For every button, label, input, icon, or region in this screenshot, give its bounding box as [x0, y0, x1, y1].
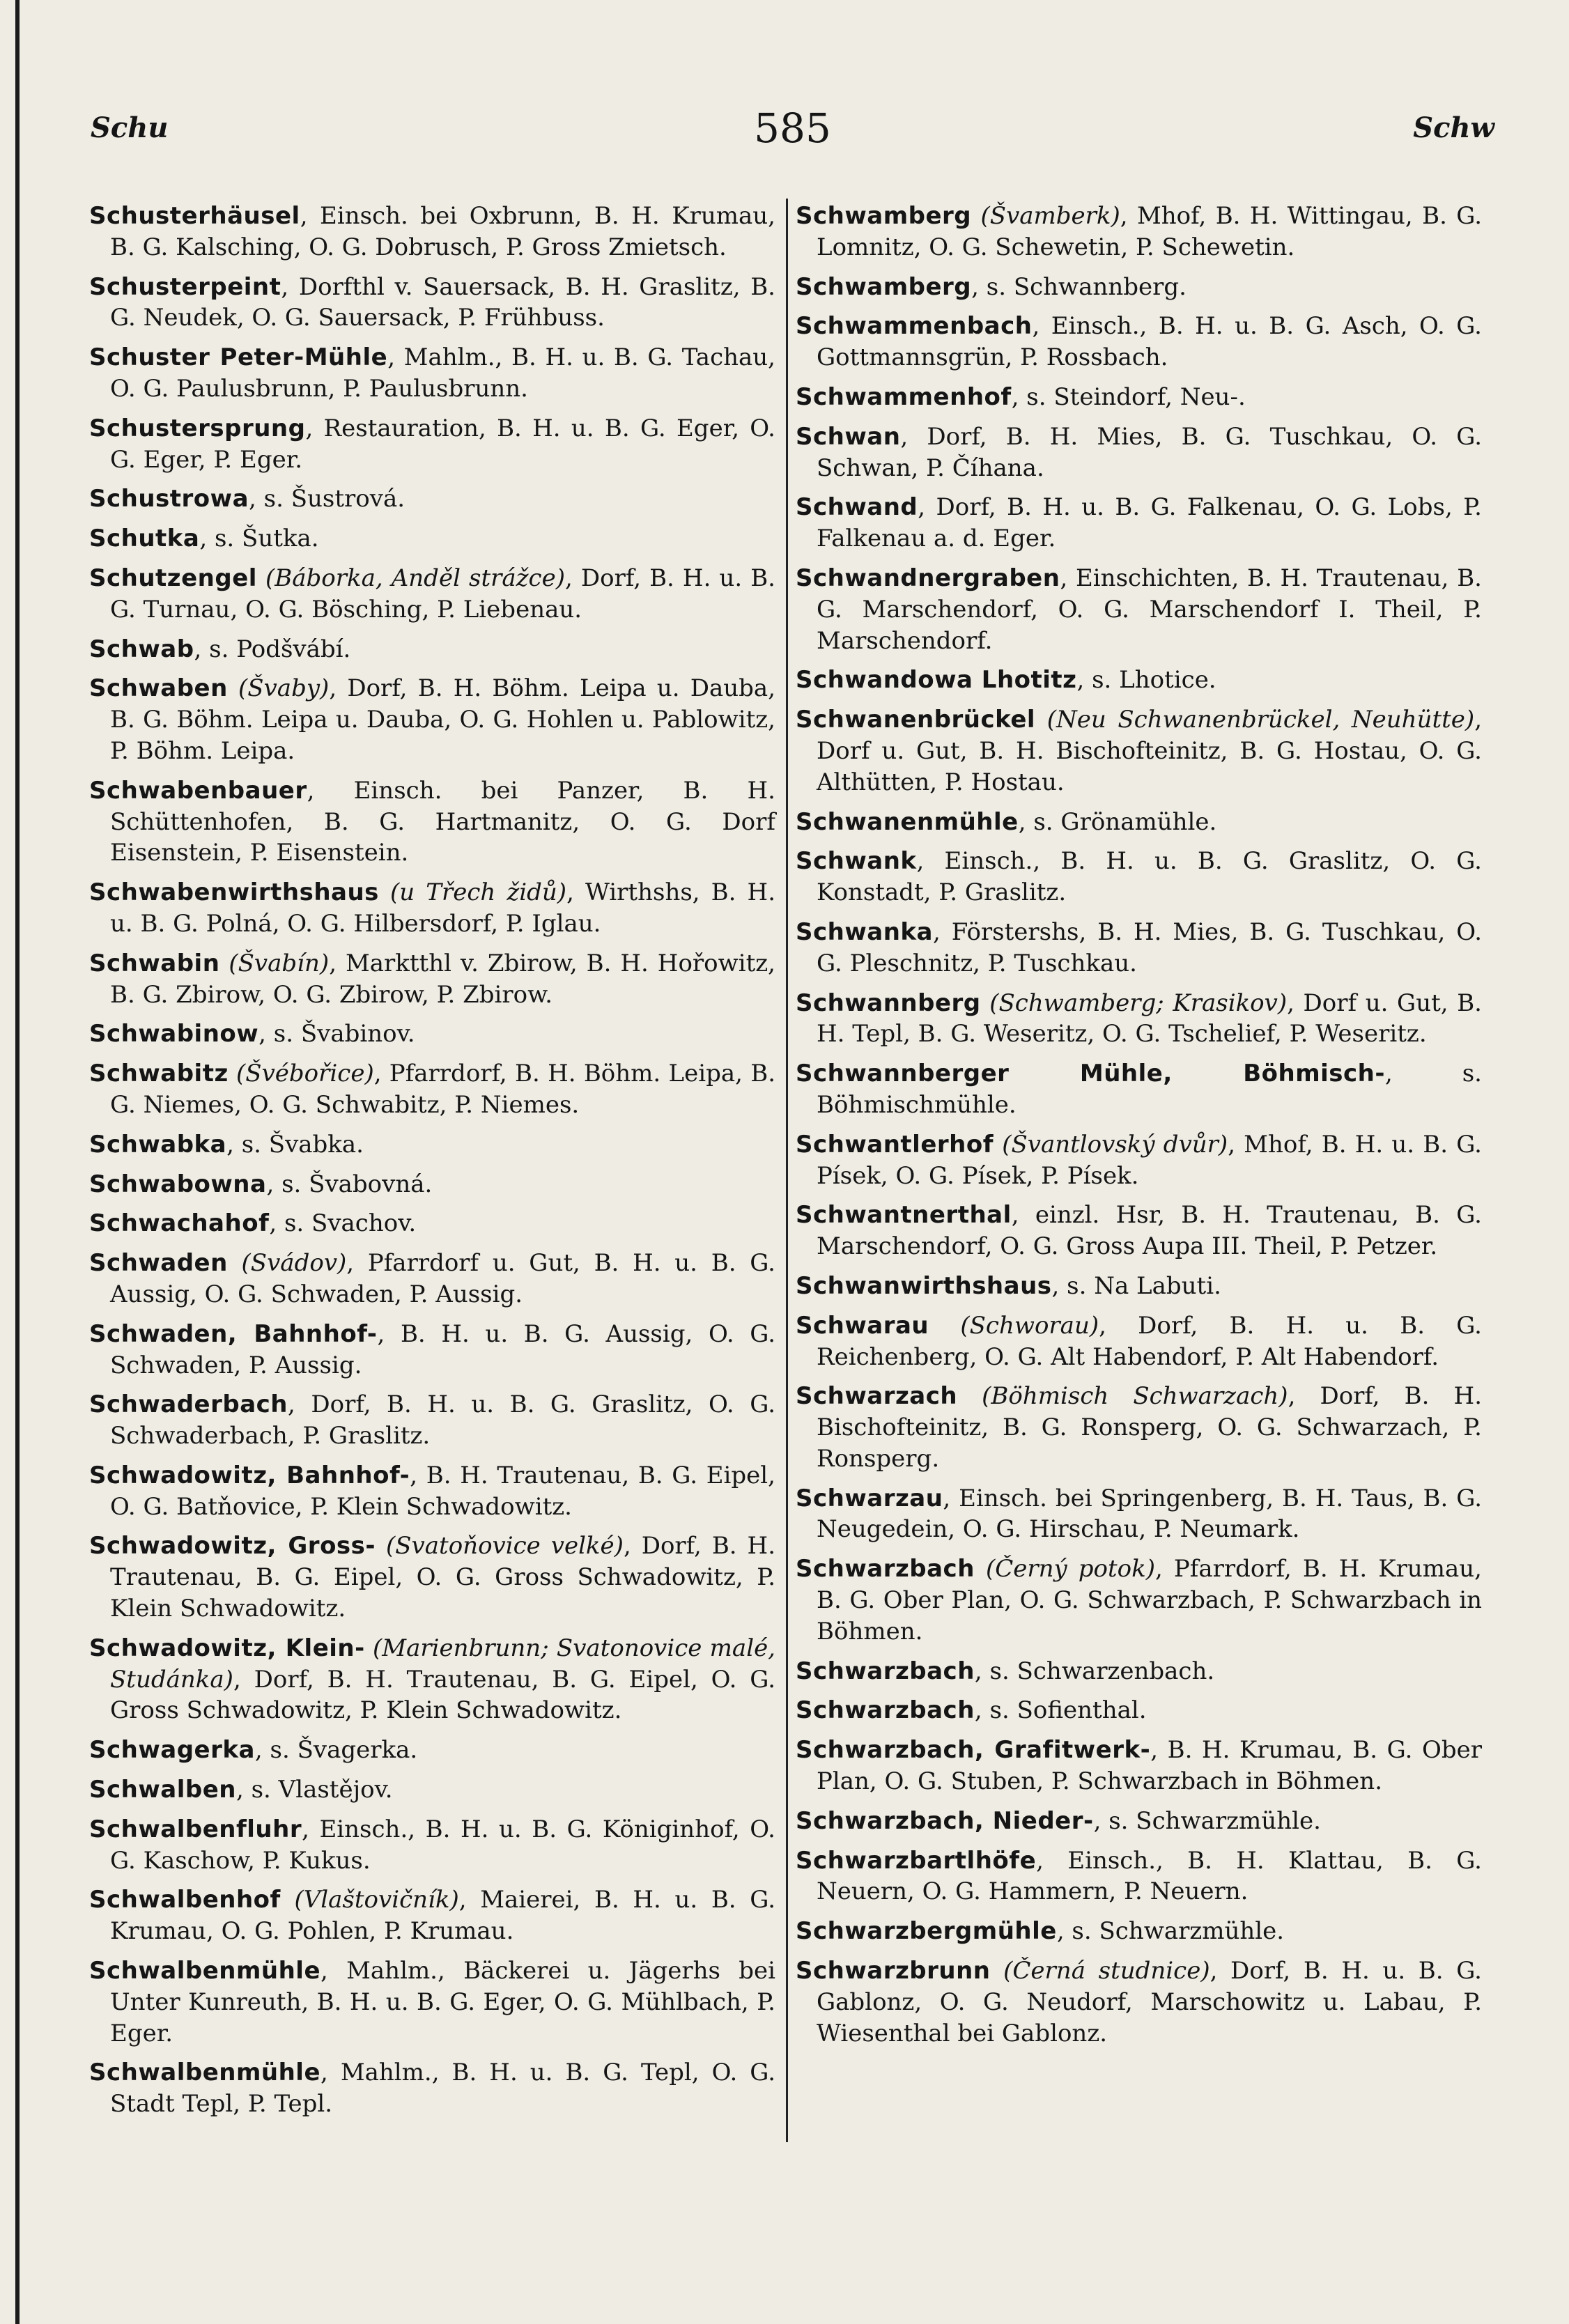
entry-text: , Dorf, B. H. Bischofteinitz, B. G. Ronsperg, O. G. Schwarzach, P. Ronsperg. [817, 1382, 1482, 1473]
gazetteer-entry [89, 1319, 775, 1381]
entry-text: , s. Podšvábí. [194, 635, 351, 663]
entry-headword: Schwanka [796, 917, 933, 946]
entry-headword: Schwanenbrückel [796, 706, 1036, 734]
gazetteer-entry [796, 563, 1482, 656]
entry-alternate-name: (Švébořice) [236, 1060, 374, 1088]
entry-headword: Schwantlerhof [796, 1130, 994, 1159]
entry-text: , Dorf, B. H. u. B. G. Reichenberg, O. G. Alt Habendorf, P. Alt Habendorf. [817, 1311, 1482, 1371]
gazetteer-entry [89, 563, 775, 626]
entry-alternate-name: (Svatoňovice velké) [386, 1532, 624, 1560]
gazetteer-entry [796, 665, 1482, 696]
gazetteer-entry [89, 1955, 775, 2049]
entry-text: , s. Švagerka. [254, 1736, 418, 1765]
entry-text: , B. H. Krumau, B. G. Ober Plan, O. G. Stuben, P. Schwarzbach in Böhmen. [817, 1736, 1483, 1796]
entry-text: , Wirthshs, B. H. u. B. G. Polná, O. G. Hilbersdorf, P. Iglau. [110, 878, 776, 938]
entry-text: , Dorf, B. H. Trautenau, B. G. Eipel, O. G. Gross Schwadowitz, P. Klein Schwadowitz. [110, 1532, 776, 1623]
gazetteer-entry [89, 1058, 775, 1121]
right-column [796, 201, 1482, 2057]
left-column [89, 201, 775, 2128]
entry-headword: Schwanwirthshaus [796, 1271, 1052, 1300]
entry-headword: Schwaben [89, 674, 228, 703]
gazetteer-entry [89, 673, 775, 766]
entry-text: , s. Svachov. [269, 1209, 417, 1238]
gazetteer-entry [89, 1018, 775, 1050]
entry-text: , Dorf, B. H. Mies, B. G. Tuschkau, O. G. Schwan, P. Číhana. [817, 422, 1482, 482]
gazetteer-entry [796, 1806, 1482, 1837]
entry-text: , Mhof, B. H. Wittingau, B. G. Lomnitz, O. G. Schewetin, P. Schewetin. [817, 202, 1483, 261]
gazetteer-entry [796, 807, 1482, 838]
entry-alternate-name: (Schwamberg; Krasikov) [989, 989, 1288, 1017]
gazetteer-entry [89, 1884, 775, 1947]
entry-headword: Schwarzbach [796, 1696, 975, 1725]
entry-text: , s. Grönamühle. [1018, 807, 1217, 836]
entry-headword: Schwalbenmühle [89, 2059, 321, 2087]
gazetteer-entry [89, 1169, 775, 1200]
entry-headword: Schwarzach [796, 1382, 958, 1411]
entry-headword: Schutzengel [89, 564, 257, 592]
entry-headword: Schwandnergraben [796, 564, 1060, 592]
gazetteer-entry [796, 1695, 1482, 1726]
gazetteer-entry [796, 704, 1482, 798]
gazetteer-entry [89, 272, 775, 334]
gazetteer-entry [89, 1814, 775, 1877]
entry-alternate-name: (Marienbrunn; Svatonovice malé, Studánka) [110, 1634, 775, 1694]
entry-alternate-name: (Neu Schwanenbrückel, Neuhütte) [1046, 706, 1475, 734]
gazetteer-entry [796, 1483, 1482, 1546]
entry-text: , Dorf u. Gut, B. H. Bischofteinitz, B. G. Hostau, O. G. Althütten, P. Hostau. [817, 706, 1482, 796]
entry-headword: Schwarzbach [796, 1555, 975, 1583]
entry-headword: Schwadowitz, Bahnhof- [89, 1461, 410, 1489]
entry-headword: Schwarzbrunn [796, 1957, 991, 1985]
entry-headword: Schuster Peter-Mühle [89, 343, 388, 372]
entry-alternate-name: (Švabín) [229, 949, 330, 977]
entry-headword: Schwan [796, 422, 901, 451]
entry-text: , s. Šutka. [199, 525, 319, 553]
entry-headword: Schwabka [89, 1130, 227, 1159]
gazetteer-entry [89, 201, 775, 263]
entry-text: , s. Sofienthal. [974, 1696, 1147, 1725]
gazetteer-entry [89, 634, 775, 665]
gazetteer-entry [796, 272, 1482, 303]
entry-text: , s. Lhotice. [1076, 666, 1216, 695]
gazetteer-entry [796, 917, 1482, 979]
gazetteer-entry [796, 846, 1482, 908]
entry-headword: Schwarzbach, Nieder- [796, 1806, 1094, 1835]
entry-text: , einzl. Hsr, B. H. Trautenau, B. G. Marschendorf, O. G. Gross Aupa III. Theil, P. Petzer. [817, 1201, 1482, 1261]
entry-text: , Pfarrdorf, B. H. Böhm. Leipa, B. G. Niemes, O. G. Schwabitz, P. Niemes. [110, 1060, 776, 1119]
entry-alternate-name: (Báborka, Anděl strážce) [265, 564, 565, 592]
entry-text: , Förstershs, B. H. Mies, B. G. Tuschkau, O. G. Pleschnitz, P. Tuschkau. [817, 917, 1482, 977]
gazetteer-entry [796, 1058, 1482, 1121]
gazetteer-entry [796, 1554, 1482, 1647]
gazetteer-entry [89, 1460, 775, 1523]
entry-text: , s. Böhmischmühle. [817, 1060, 1482, 1119]
gazetteer-entry [89, 1389, 775, 1452]
entry-headword: Schwammenhof [796, 382, 1012, 411]
entry-text: , s. Švabka. [226, 1130, 364, 1159]
entry-headword: Schwalbenmühle [89, 1957, 321, 1985]
gazetteer-entry [796, 1381, 1482, 1474]
entry-text: , Marktthl v. Zbirow, B. H. Hořowitz, B. G. Zbirow, O. G. Zbirow, P. Zbirow. [110, 949, 775, 1009]
entry-alternate-name: (Böhmisch Schwarzach) [982, 1382, 1288, 1411]
gazetteer-entry [796, 1310, 1482, 1373]
entry-headword: Schwamberg [796, 272, 972, 301]
gazetteer-entry [89, 2057, 775, 2120]
entry-text: , s. Švabovná. [266, 1170, 433, 1198]
entry-headword: Schwand [796, 493, 918, 522]
entry-text: , s. Na Labuti. [1051, 1271, 1221, 1300]
entry-text: , Mhof, B. H. u. B. G. Písek, O. G. Písek, P. Písek. [817, 1130, 1482, 1190]
entry-text: , Dorf, B. H. u. B. G. Falkenau, O. G. Lobs, P. Falkenau a. d. Eger. [817, 493, 1482, 553]
entry-headword: Schwabinow [89, 1020, 259, 1048]
gazetteer-entry [796, 1271, 1482, 1302]
gazetteer-entry [89, 877, 775, 940]
entry-alternate-name: (Černý potok) [985, 1555, 1156, 1583]
gazetteer-entry [89, 1248, 775, 1310]
entry-headword: Schwabitz [89, 1060, 229, 1088]
entry-headword: Schwadowitz, Klein- [89, 1634, 365, 1662]
gazetteer-entry [89, 342, 775, 405]
entry-text: , Dorf, B. H. Böhm. Leipa u. Dauba, B. G. Böhm. Leipa u. Dauba, O. G. Hohlen u. Pablowitz, P. Böhm. Leipa. [110, 674, 776, 765]
entry-text: , Einsch., B. H. Klattau, B. G. Neuern, O. G. Hammern, P. Neuern. [817, 1846, 1482, 1906]
gazetteer-entry [796, 421, 1482, 484]
entry-headword: Schusterpeint [89, 272, 281, 301]
entry-headword: Schwalben [89, 1776, 236, 1804]
gazetteer-entry [89, 948, 775, 1011]
entry-headword: Schwarzbach, Grafitwerk- [796, 1736, 1151, 1765]
gazetteer-entry [89, 523, 775, 555]
entry-headword: Schwalbenhof [89, 1886, 281, 1914]
gazetteer-entry [89, 1208, 775, 1239]
gazetteer-entry [796, 492, 1482, 555]
entry-text: , Einsch., B. H. u. B. G. Graslitz, O. G. Konstadt, P. Graslitz. [817, 847, 1482, 907]
entry-alternate-name: (Švantlovský dvůr) [1002, 1130, 1228, 1159]
gazetteer-entry [89, 1531, 775, 1624]
entry-text: , Einsch. bei Panzer, B. H. Schüttenhofen, B. G. Hartmanitz, O. G. Dorf Eisenstein, P. Eisenstein. [110, 776, 775, 867]
entry-alternate-name: (Černá studnice) [1003, 1957, 1210, 1985]
entry-headword: Schwanenmühle [796, 807, 1019, 836]
entry-text: , Restauration, B. H. u. B. G. Eger, O. G. Eger, P. Eger. [110, 414, 775, 474]
entry-text: , Mahlm., Bäckerei u. Jägerhs bei Unter Kunreuth, B. H. u. B. G. Eger, O. G. Mühlbach, P. Eger. [110, 1957, 775, 2047]
page-header [84, 104, 1501, 167]
gazetteer-entry [796, 1129, 1482, 1192]
entry-headword: Schwamberg [796, 202, 972, 230]
entry-text: , B. H. Trautenau, B. G. Eipel, O. G. Batňovice, P. Klein Schwadowitz. [110, 1461, 775, 1521]
gazetteer-entry [89, 1735, 775, 1766]
gazetteer-entry [796, 1916, 1482, 1947]
entry-text: , Dorf, B. H. Trautenau, B. G. Eipel, O. G. Gross Schwadowitz, P. Klein Schwadowitz. [110, 1665, 775, 1725]
entry-text: , s. Steindorf, Neu-. [1011, 382, 1246, 411]
entry-headword: Schwannberg [796, 989, 981, 1017]
entry-text: , s. Vlastějov. [235, 1776, 393, 1804]
entry-headword: Schwarzbergmühle [796, 1917, 1057, 1946]
gazetteer-entry [796, 201, 1482, 263]
entry-text: , Pfarrdorf, B. H. Krumau, B. G. Ober Plan, O. G. Schwarzbach, P. Schwarzbach in Böhmen. [817, 1555, 1482, 1645]
entry-alternate-name: (u Třech židů) [390, 878, 567, 907]
entry-headword: Schwabenwirthshaus [89, 878, 379, 907]
entry-headword: Schwantnerthal [796, 1201, 1012, 1230]
gazetteer-entry [796, 382, 1482, 413]
entry-text: , s. Schwarzmühle. [1093, 1806, 1321, 1835]
gazetteer-entry [89, 413, 775, 476]
entry-headword: Schwalbenfluhr [89, 1815, 302, 1843]
gazetteer-entry [89, 775, 775, 869]
entry-headword: Schwaderbach [89, 1390, 288, 1419]
entry-text: , Einsch. bei Oxbrunn, B. H. Krumau, B. G. Kalsching, O. G. Dobrusch, P. Gross Zmietsch. [110, 202, 775, 261]
gazetteer-entry [796, 1955, 1482, 2049]
entry-text: , Einsch. bei Springenberg, B. H. Taus, B. G. Neugedein, O. G. Hirschau, P. Neumark. [817, 1484, 1482, 1544]
gazetteer-entry [796, 311, 1482, 373]
entry-headword: Schwabin [89, 949, 220, 977]
entry-alternate-name: (Svádov) [241, 1249, 347, 1278]
entry-text: , Einsch., B. H. u. B. G. Königinhof, O. G. Kaschow, P. Kukus. [110, 1815, 775, 1875]
entry-text: , s. Šustrová. [249, 485, 405, 513]
entry-text: , Pfarrdorf u. Gut, B. H. u. B. G. Aussig, O. G. Schwaden, P. Aussig. [110, 1249, 775, 1308]
running-head-left: Schu [91, 111, 169, 144]
entry-text: , Dorf, B. H. u. B. G. Gablonz, O. G. Neudorf, Marschowitz u. Labau, P. Wiesenthal bei Gablonz. [817, 1957, 1482, 2047]
entry-text: , B. H. u. B. G. Aussig, O. G. Schwaden, P. Aussig. [110, 1319, 776, 1379]
entry-alternate-name: (Švaby) [238, 674, 330, 703]
entry-text: , Mahlm., B. H. u. B. G. Tachau, O. G. Paulusbrunn, P. Paulusbrunn. [110, 343, 775, 403]
entry-text: , s. Švabinov. [258, 1020, 415, 1048]
entry-text: , s. Schwarzenbach. [974, 1657, 1215, 1685]
entry-text: , Dorf, B. H. u. B. G. Graslitz, O. G. Schwaderbach, P. Graslitz. [110, 1390, 775, 1450]
entry-text: , Dorfthl v. Sauersack, B. H. Graslitz, B. G. Neudek, O. G. Sauersack, P. Frühbuss. [110, 272, 775, 332]
entry-headword: Schwammenbach [796, 312, 1033, 341]
gazetteer-entry [796, 988, 1482, 1051]
entry-headword: Schwank [796, 847, 917, 876]
entry-headword: Schwaden [89, 1249, 228, 1278]
binding-edge [15, 0, 20, 2324]
entry-headword: Schwarzbartlhöfe [796, 1846, 1037, 1875]
entry-headword: Schwaden, Bahnhof- [89, 1319, 378, 1348]
column-divider [786, 199, 788, 2142]
entry-headword: Schusterhäusel [89, 202, 300, 230]
entry-text: , Mahlm., B. H. u. B. G. Tepl, O. G. Stadt Tepl, P. Tepl. [110, 2059, 775, 2118]
entry-text: , Maierei, B. H. u. B. G. Krumau, O. G. Pohlen, P. Krumau. [110, 1886, 776, 1946]
entry-headword: Schutka [89, 525, 200, 553]
entry-headword: Schwarau [796, 1311, 929, 1340]
gazetteer-entry [796, 1735, 1482, 1797]
entry-headword: Schustersprung [89, 414, 306, 442]
running-head-right: Schw [1413, 111, 1494, 144]
entry-headword: Schwabowna [89, 1170, 267, 1198]
gazetteer-entry [796, 1656, 1482, 1687]
entry-headword: Schwarzau [796, 1484, 943, 1512]
entry-text: , Einschichten, B. H. Trautenau, B. G. Marschendorf, O. G. Marschendorf I. Theil, P. Marschendorf. [817, 564, 1482, 655]
entry-headword: Schwabenbauer [89, 776, 307, 805]
entry-headword: Schustrowa [89, 485, 249, 513]
entry-alternate-name: (Schworau) [960, 1311, 1099, 1340]
entry-headword: Schwarzbach [796, 1657, 975, 1685]
entry-alternate-name: (Vlaštovičník) [294, 1886, 459, 1914]
entry-text: , s. Schwannberg. [971, 272, 1187, 301]
entry-text: , Einsch., B. H. u. B. G. Asch, O. G. Gottmannsgrün, P. Rossbach. [817, 312, 1482, 372]
gazetteer-entry [89, 1774, 775, 1806]
entry-headword: Schwachahof [89, 1209, 270, 1238]
gazetteer-entry [796, 1845, 1482, 1908]
gazetteer-entry [89, 1129, 775, 1161]
entry-text: , Dorf u. Gut, B. H. Tepl, B. G. Weseritz, O. G. Tschelief, P. Weseritz. [817, 989, 1482, 1048]
gazetteer-entry [89, 1633, 775, 1726]
entry-text: , s. Schwarzmühle. [1056, 1917, 1285, 1946]
entry-alternate-name: (Švamberk) [980, 202, 1120, 230]
entry-headword: Schwadowitz, Gross- [89, 1532, 376, 1560]
gazetteer-entry [89, 483, 775, 515]
entry-headword: Schwagerka [89, 1736, 255, 1765]
entry-headword: Schwab [89, 635, 194, 663]
entry-headword: Schwandowa Lhotitz [796, 666, 1077, 695]
entry-headword: Schwannberger Mühle, Böhmisch- [796, 1060, 1385, 1088]
page-number: 585 [754, 104, 831, 152]
entry-text: , Dorf, B. H. u. B. G. Turnau, O. G. Bösching, P. Liebenau. [110, 564, 775, 623]
gazetteer-entry [796, 1200, 1482, 1262]
